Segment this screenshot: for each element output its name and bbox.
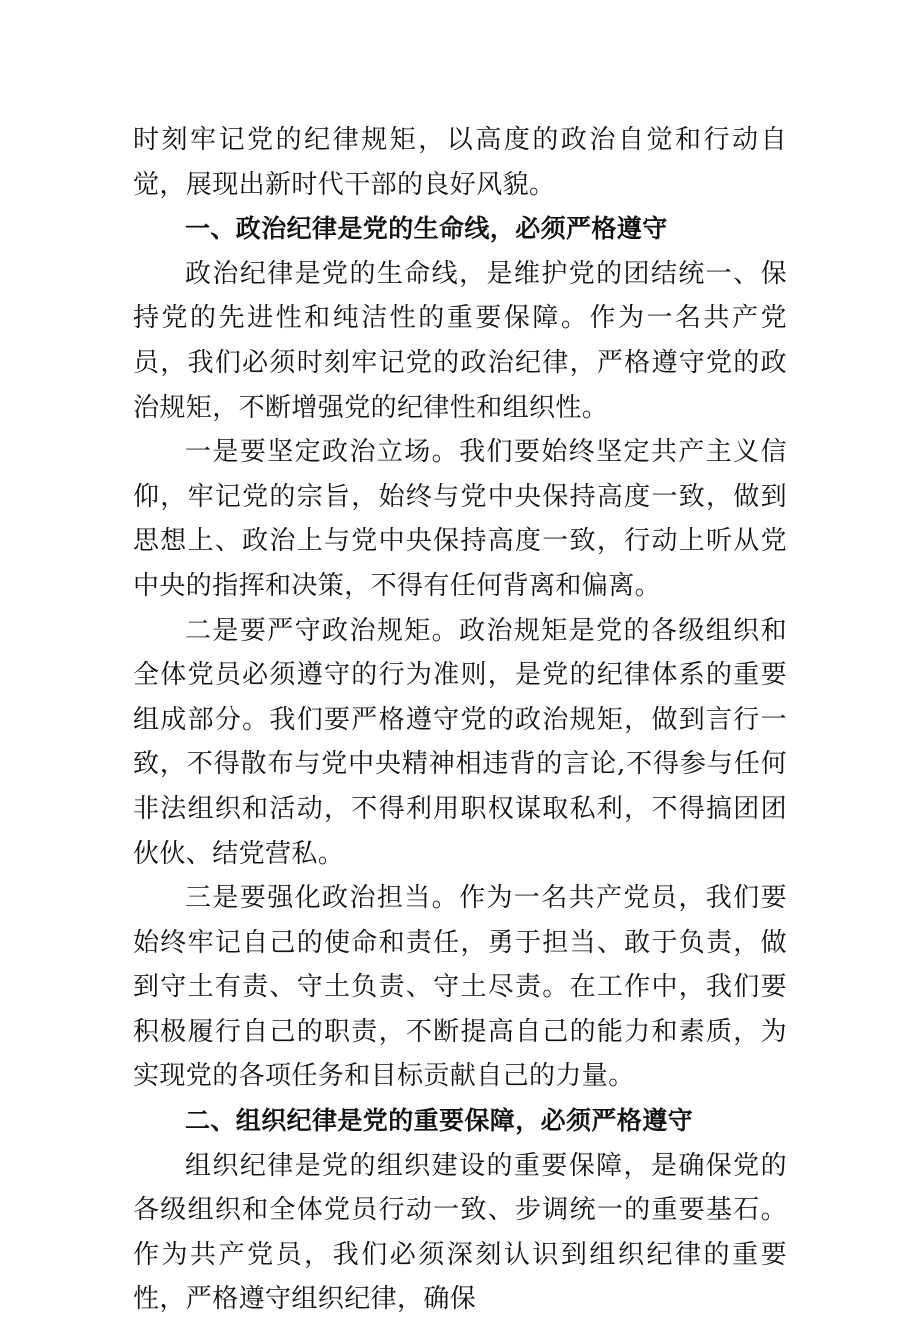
paragraph-political-stance: 一是要坚定政治立场。我们要始终坚定共产主义信仰，牢记党的宗旨，始终与党中央保持高度一致，做到思想上、政治上与党中央保持高度一致，行动上听从党中央的指挥和决策，不得有任何背离和偏离。 [133,437,787,601]
paragraph-political-rules: 二是要严守政治规矩。政治规矩是党的各级组织和全体党员必须遵守的行为准则，是党的纪律体系的重要组成部分。我们要严格遵守党的政治规矩，做到言行一致，不得散布与党中央精神相违背的言论,不得参与任何非法组织和活动，不得利用职权谋取私利，不得搞团团伙伙、结党营私。 [133,615,787,869]
paragraph-intro-continuation: 时刻牢记党的纪律规矩，以高度的政治自觉和行动自觉，展现出新时代干部的良好风貌。 [133,125,787,200]
section-heading-organizational-discipline: 二、组织纪律是党的重要保障，必须严格遵守 [185,1106,694,1136]
paragraph-political-discipline: 政治纪律是党的生命线，是维护党的团结统一、保持党的先进性和纯洁性的重要保障。作为一名共产党员，我们必须时刻牢记党的政治纪律，严格遵守党的政治规矩，不断增强党的纪律性和组织性。 [133,258,787,423]
paragraph-political-responsibility: 三是要强化政治担当。作为一名共产党员，我们要始终牢记自己的使命和责任，勇于担当、敢于负责，做到守土有责、守土负责、守土尽责。在工作中，我们要积极履行自己的职责，不断提高自己的能力和素质，为实现党的各项任务和目标贡献自己的力量。 [133,883,787,1092]
section-heading-political-discipline: 一、政治纪律是党的生命线，必须严格遵守 [185,214,668,244]
document-body [133,118,787,1322]
paragraph-organizational-discipline: 组织纪律是党的组织建设的重要保障，是确保党的各级组织和全体党员行动一致、步调统一的重要基石。作为共产党员，我们必须深刻认识到组织纪律的重要性，严格遵守组织纪律，确保 [133,1150,787,1315]
